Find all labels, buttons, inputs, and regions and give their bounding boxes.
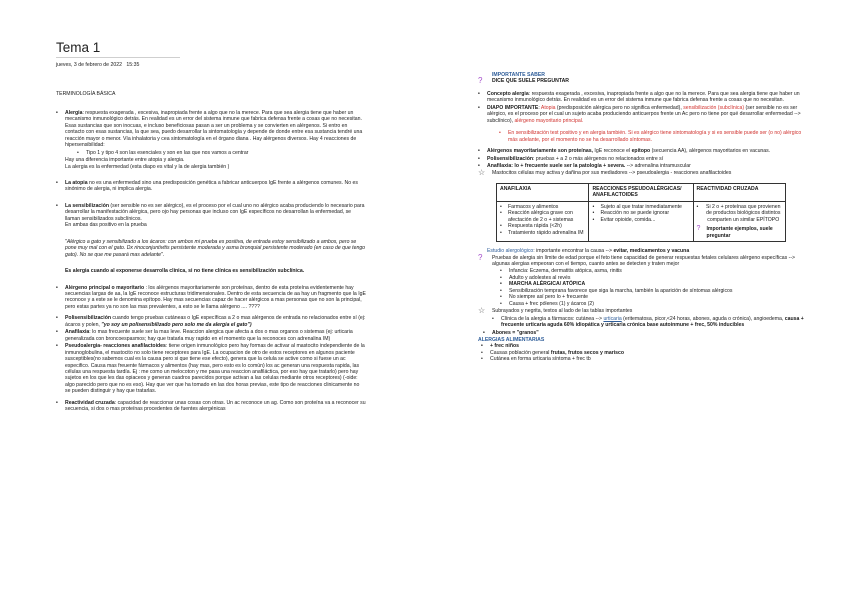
estudio-label: Estudio alergológico <box>487 248 534 255</box>
right-column <box>478 72 808 363</box>
td-pseudo <box>589 201 693 241</box>
clinica-urticaria: urticaria <box>603 315 622 322</box>
definitions-list <box>56 285 366 413</box>
alergia-item <box>56 110 366 170</box>
diapo-p3: (ser sensible no es ser alérgico, es el proceso por el cual un sujeto acaba produciendo anticuerpos frente un Ac pero no tiene por qué desarrollar enfermedad --> subclínico), <box>487 104 801 124</box>
table-cell-item: • Evitar opioide, comida... <box>592 217 689 223</box>
pseudo-term: Pseudoalergia- reacciones anafilactoides <box>65 343 166 350</box>
polisens-italic: "yo soy un polisensibilizado pero solo me da alergia el gato") <box>101 321 252 328</box>
page-datetime <box>56 62 366 68</box>
comparison-table <box>496 183 786 242</box>
left-column <box>56 40 366 418</box>
polisens2-term: Polisensibilización <box>487 155 533 162</box>
table-cell-item: • Farmacos y alimentos <box>500 204 585 210</box>
polisens-term: Polisensibilización <box>65 315 111 322</box>
alergia-line3: La alergia es la enfermedad (esta diapo es vital y la de alergia también ) <box>65 163 230 170</box>
estudio-bold: evitar, medicamentos y vacuna <box>613 248 690 255</box>
th-reactividad: REACTIVIDAD CRUZADA <box>693 183 786 201</box>
alim-bold: frutas, frutos secos y marisco <box>550 349 625 356</box>
pruebas-sublist <box>478 268 808 307</box>
estudio-text: : importante encontrar la causa --> <box>533 248 614 255</box>
importante-saber: IMPORTANTE SABER <box>492 72 546 78</box>
subrayados-note <box>478 308 808 314</box>
atopia-item <box>56 180 366 193</box>
diapo-atopia: Atopia <box>540 104 556 111</box>
anafilaxia-term: Anafilaxia <box>65 329 90 336</box>
td-reactividad <box>693 201 786 241</box>
mastocitos-note <box>478 170 808 176</box>
table-cell-item: • Reacción no se puede ignorar <box>592 210 689 216</box>
alim-item: • Cutánea en forma urticaria síntoma + frec tb <box>481 356 808 362</box>
sensib-item <box>56 203 366 229</box>
terminologia-heading: TERMINOLOGÍA BÁSICA <box>56 91 116 98</box>
proteinas-text2: (secuencia AA), alérgenos mayoritarios en vacunas. <box>650 148 771 155</box>
abones-item: • Abones = "granos" <box>483 330 808 336</box>
subrayados-text: Subrayados y negrita, textos al lado de las tablas importantes <box>492 308 633 315</box>
anafilaxia-text: : lo mas frecuente suele ser la mas leve. Reaccion alergica que afecta a dos o mas organos o sistemas (ej: urticaria generalizada con broncoespasmos; hay que tratarla muy rapido en el momento que la reconoces con adrenalina IM) <box>65 329 353 342</box>
star-icon: ☆ <box>478 168 486 178</box>
polisens-item <box>56 315 366 328</box>
diapo-sub: • En sensibilización test positivo y en alergia también. Si es alérgico tiene sintomatología y si es sensible puede ser (o no) alérgico más adelante, por el momento no se ha desarrollado síntomas. <box>499 130 808 143</box>
sensib-line2: En ambas das positivo en la prueba <box>65 222 147 229</box>
page-title: Tema 1 <box>56 40 101 55</box>
concepto-text: : respuesta exagerada , excesiva, inapropiada frente a algo que no la merece. Para que sea alergia tiene que haber un mecanismo inmunológico detrás. En realidad es un error del sistema inmune que fabrica defensa frente a cosas que no necesitan. <box>487 90 800 104</box>
clinica-p2: (eritematosa, picor,<24 horas, abones, aguda o crónica), angioedema, <box>621 315 785 322</box>
concepto-term: Concepto alergia <box>487 90 529 97</box>
mastocitos-text: Mastocitos células muy activa y dañina por sus mediadores --> pseudoalergia - reacciones anafilactoides <box>492 170 732 177</box>
table-note-text: Importante ejemplos, suele preguntar <box>706 226 773 239</box>
alergeno-term: Alérgeno principal o mayoritario <box>65 284 145 291</box>
clinica-item <box>492 316 808 329</box>
table-cell-item: • Sujeto al que tratar inmediatamente <box>592 204 689 210</box>
question-icon: ? <box>478 76 483 86</box>
alergias-alimentarias-heading: ALERGIAS ALIMENTARIAS <box>478 336 545 343</box>
reactividad-term: Reactividad cruzada <box>65 399 115 406</box>
atopia-text: no es una enfermedad sino una predisposición genética a fabricar anticuerpos IgE frente a alérgenos comunes. No es sinónimo de alergia, ni implica alergia. <box>65 179 358 193</box>
alergia-text: : respuesta exagerada , excesiva, inapropiada frente a algo que no la merece. Para que sea alergia tiene que haber un mecanismo inmunológico detrás. En realidad es un error del sistema inmune que fabrica defensa frente a cosas que no necesitan. Esas sustancias que son inocuas, e incluso beneficiosas pasan a ser un problema y se convierten en alérgenos. Si entro en contacto con esas sustancias, la que sea, puedo desarrollar la sintomatología y depende de donde entre esa sustancia tendré una reacción mayor o menor. Vía inhalatoria y cea sintomatología en el órgano diana . Hay alérgenos diversos. Hay 4 reacciones de hipersensibilidad: <box>65 109 363 149</box>
page-time: 15:35 <box>126 62 140 68</box>
alim-item: • + frec niños <box>481 343 808 349</box>
star-icon: ☆ <box>478 306 486 316</box>
alergeno-item <box>56 285 366 311</box>
th-anafilaxia: ANAFILAXIA <box>497 183 589 201</box>
diapo-sensib: sensibilización (subclínica) <box>683 104 745 111</box>
pruebas-sub-item: • No siempre así pero lo + frecuente <box>500 294 808 300</box>
alergia-term: Alergia <box>65 109 83 116</box>
anafilaxia2-item <box>478 163 808 169</box>
diapo-p2: (predisposición alérgica pero no significa enfermedad), <box>555 104 684 111</box>
title-underline <box>56 57 180 58</box>
atopia-term: La atopia <box>65 179 88 186</box>
anafilaxia2-text: --> adrenalina intramuscular <box>625 162 691 169</box>
polisens2-text: : pruebas + a 2 o más alérgenos no relacionados entre sí <box>533 155 664 162</box>
anafilaxia-item <box>56 329 366 342</box>
th-pseudo: REACCIONES PSEUDOALÉRGICAS/ ANAFILACTOIDES <box>589 183 693 201</box>
dice-heading <box>478 78 808 84</box>
proteinas-text: IgE reconoce el <box>593 148 632 155</box>
proteinas-item <box>478 148 808 154</box>
concepto-item <box>478 91 808 104</box>
pruebas-text: Pruebas de alergia sin límite de edad porque el feto tiene capacidad de generar respuestas fetales celulares alérgeno específicas --> algunas alergias empeoran con el tiempo, cuanto antes se detecten y traten mejor <box>492 254 796 267</box>
table-cell-item: • Si 2 o + proteínas que provienen de productos biológicos distintos comparten un similar EPÍTOPO <box>697 204 783 223</box>
table-note <box>697 226 783 239</box>
pruebas-block <box>478 252 808 268</box>
pseudo-item <box>56 343 366 395</box>
alergia-list <box>56 110 366 170</box>
polisens2-item <box>478 156 808 162</box>
saber-list <box>478 91 808 170</box>
pruebas-sub-item: • Causa + frec pólenes (1) y ácaros (2) <box>500 301 808 307</box>
question-icon: ? <box>478 252 483 262</box>
example-quote: "Alérgico a gato y sensibilizado a los ácaros: con ambos mi prueba es positiva, de entrada estoy sensibilizado a ambos, pero se pone muy mal con el gato. Dx rinoconjuntivitis persistente moderada y asma bronquial persistente moderado (en caso de que tengo gato). No se que me pasará mas adelante". <box>65 238 366 258</box>
alergia-line2: Hay una diferencia importante entre atopia y alergia. <box>65 157 185 164</box>
proteinas-term: Alérgenos mayoritariamente son proteínas, <box>487 148 593 155</box>
anafilaxia2-term: Anafilaxia: lo + frecuente suele ser la patología + severa. <box>487 162 626 169</box>
table-cell-item: • Respuesta rápida (<2h) <box>500 223 585 229</box>
pruebas-sub-item: • Infancia: Eczema, dermatitis atópica, asma, rinitis <box>500 268 808 274</box>
diapo-term: DIAPO IMPORTANTE <box>487 104 539 111</box>
diapo-sep: : <box>538 104 541 111</box>
reactividad-text: : capacidad de reaccionar unas cosas con otras. Un ac reconoce un ag. Como son proteína va a reconocer su secuencia, si dos o mas proteínas procedentes de fuentes alergénicas <box>65 399 366 413</box>
pruebas-sub-item: • MARCHA ALÉRGICA/ ATÓPICA <box>500 281 808 287</box>
key-statement: Es alergia cuando al exponerse desarrolla clínica, si no tiene clínica es sensibilización subclínica. <box>65 268 305 275</box>
diapo-item <box>478 105 808 143</box>
alim-list <box>478 343 808 362</box>
pruebas-sub-item: • Sensibilización temprana favorece que siga la marcha, también la aparición de síntomas alérgicos <box>500 288 808 294</box>
polisens-text: cuando tengo pruebas cutáneas o IgE específicas a 2 o mas alérgenos de entrada no relacionados entre sí (ej: ácaros y polen, <box>65 315 366 328</box>
alim-text: Causas población general <box>490 349 551 356</box>
pseudo-text: : tiene origen inmunológico pero hay formas de activar al mastocito independiente de la inmunoglobulina, el mastocito no solo tiene receptores para IgE. La ocupacion de otro de estos receptores en algunos paciente susceptibles(no sabemos cual es la causa pero si que tiene ese efecto), genera que la celula se active como si fuese un ac especifico. Causa mas freuente fármacos y alimentos (hay mas, pero esto es lo común) los ac generan una respuesta rapida, las células una respuesta tardía. Ej : me como un melocoton y me pasa una reaccion anafiláctica, por eso hay que tratarlo) pero hay sujetos en los que les das opiaceos y generan cuadros parecidos porque activan a las celulas mediante otros receptores) (-oide: algo parecido pero que no es eso). Hay que ver que ha tomado en las dos horas previas, este tipo de reacciones clinicamente no se pueden distinguir y hay que tratarlas. <box>65 343 365 395</box>
alergia-sub: • Tipo 1 y tipo 4 son las esenciales y son en las que nos vamos a centrar <box>77 150 366 156</box>
reactividad-item <box>56 400 366 413</box>
sensib-term: La sensibilización <box>65 202 109 209</box>
sensib-text: (ser sensible no es ser alérgico), es el proceso por el cual uno no alérgico acaba produciendo lo necesario para desarrollar la manifestación alérgica, pero ojo hay personas que incluso con IgE específicos no desarrollan la enfermedad, se llaman sensibilizados subclínicos. <box>65 202 365 222</box>
question-icon: ? <box>696 225 701 233</box>
epitopo-term: epítopo <box>631 148 651 155</box>
pruebas-sub-item: • Adulto y adolestes al revés <box>500 275 808 281</box>
diapo-alergeno: alérgeno mayoritario principal. <box>514 117 584 124</box>
td-anafilaxia <box>497 201 589 241</box>
dice-pregunta: DICE QUE SUELE PREGUNTAR <box>492 78 570 85</box>
table-cell-item: • Tratamiento rápido adrenalina IM <box>500 230 585 236</box>
alergeno-text: : los alérgenos mayoritariamente son proteínas, dentro de esta proteína evidentemente hay secuencias largas de aa, la IgE reconoce estructuras tridimensionales. Dentro de esta secuencia de aa hay un fragmento que la IgE reconoce y a este se le denomina epítopo. Hay mas secuencias capaz de hacer alérgicos a mas personas que no son la principal, pero estas partes ya no son las mas prevalentes, a esto se le llama alérgeno .... ???? <box>65 284 366 310</box>
table-cell-item: • Reacción alérgica grave con afectación de 2 o + sistemas <box>500 210 585 223</box>
page-date: jueves, 3 de febrero de 2022 <box>56 62 123 68</box>
clinica-bold: causa + frecuente urticaria aguda 60% idiopática y urticaria crónica base autoinmune + frec, 50% inducibles <box>501 315 804 329</box>
clinica-p1: Clínica de la alergia a fármacos: cutánea --> <box>501 315 604 322</box>
